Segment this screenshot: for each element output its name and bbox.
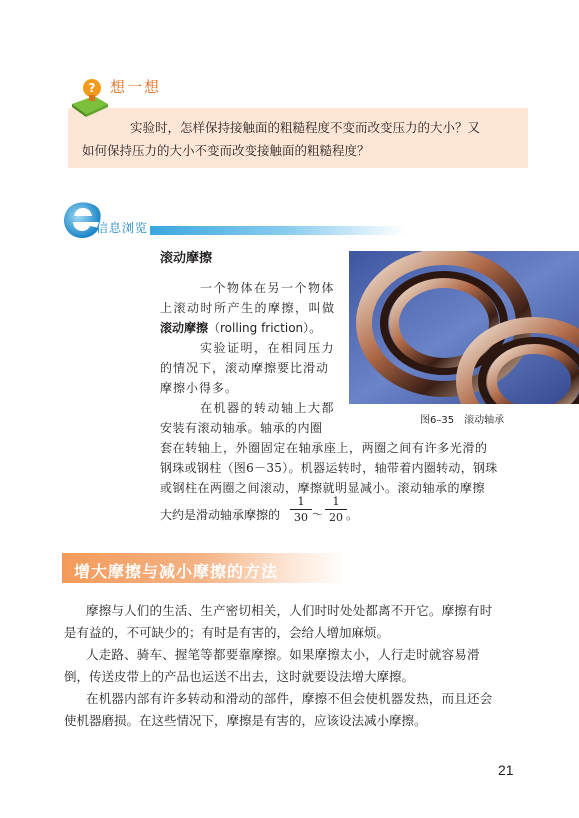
fraction-1-30 <box>290 495 312 524</box>
fraction-period: 。 <box>346 508 359 522</box>
lightbulb-book-icon <box>68 74 112 118</box>
think-heading: 想一想 <box>110 78 162 96</box>
fraction-2-bar <box>325 509 347 510</box>
fraction-1-bar <box>290 509 312 510</box>
svg-text:?: ? <box>88 81 96 95</box>
info-line-6: 摩擦小得多。 <box>160 381 239 395</box>
think-line-1: 实验时，怎样保持接触面的粗糙程度不变而改变压力的大小？又 <box>130 120 481 135</box>
info-label: 信息浏览 <box>96 221 149 235</box>
figure-caption: 图6–35 滚动轴承 <box>420 415 505 426</box>
bearing-photo <box>349 251 579 404</box>
info-line-5: 的情况下，滚动摩擦要比滑动 <box>160 361 330 375</box>
fraction-1-den: 30 <box>294 511 308 524</box>
fraction-2-num: 1 <box>332 495 340 508</box>
section-title: 增大摩擦与减小摩擦的方法 <box>74 562 279 581</box>
para-line-1: 摩擦与人们的生活、生产密切相关，人们时时处处都离不开它。摩擦有时 <box>86 603 493 618</box>
info-line-3 <box>160 319 321 336</box>
info-line-10: 钢珠或钢柱（图6－35）。机器运转时，轴带着内圈转动，钢珠 <box>160 461 498 475</box>
info-bar <box>150 226 406 235</box>
info-line-12: 大约是滑动轴承摩擦的 <box>160 508 281 522</box>
info-line-9: 套在转轴上，外圈固定在轴承座上，两圈之间有许多光滑的 <box>160 441 488 455</box>
fraction-2-den: 20 <box>329 511 343 524</box>
para-line-6: 使机器磨损。在这些情况下，摩擦是有害的，应该设法减小摩擦。 <box>64 713 427 728</box>
term-english: （rolling friction）。 <box>208 321 322 335</box>
info-title: 滚动摩擦 <box>160 251 213 266</box>
info-line-8: 安装有滚动轴承。轴承的内圈 <box>160 421 323 435</box>
info-line-11: 或钢柱在两圈之间滚动，摩擦就明显减小。滚动轴承的摩擦 <box>160 481 486 495</box>
info-line-2: 上滚动时所产生的摩擦，叫做 <box>160 301 336 315</box>
think-line-2: 如何保持压力的大小不变而改变接触面的粗糙程度？ <box>82 143 370 158</box>
fraction-1-num: 1 <box>297 495 305 508</box>
para-line-4: 倒，传送皮带上的产品也运送不出去，这时就要设法增大摩擦。 <box>64 669 415 684</box>
para-line-3: 人走路、骑车、握笔等都要靠摩擦。如果摩擦太小，人行走时就容易滑 <box>86 647 480 662</box>
info-line-1: 一个物体在另一个物体 <box>200 281 336 295</box>
info-line-4: 实验证明，在相同压力 <box>200 341 336 355</box>
page-number: 21 <box>498 762 514 778</box>
term-rolling-friction: 滚动摩擦 <box>160 321 209 335</box>
fraction-tilde: ～ <box>312 508 323 521</box>
para-line-5: 在机器内部有许多转动和滑动的部件，摩擦不但会使机器发热，而且还会 <box>86 691 493 706</box>
info-line-7: 在机器的转动轴上大都 <box>200 401 336 415</box>
fraction-1-20 <box>325 495 347 524</box>
para-line-2: 是有益的，不可缺少的；有时是有害的，会给人增加麻烦。 <box>64 625 390 640</box>
think-box <box>68 108 528 168</box>
